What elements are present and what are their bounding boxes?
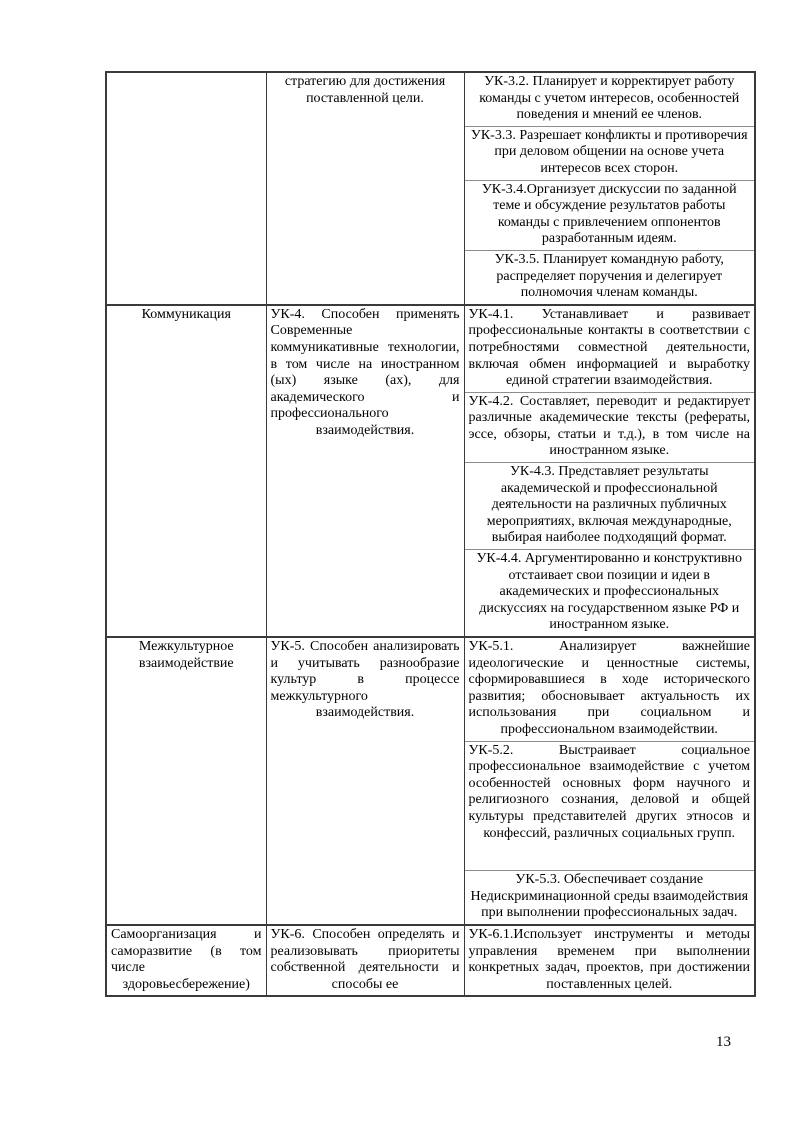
competency-cell-uk4: УК-4. Способен применять Современные коммуникативные технологии, в том числе на иностранном (ых) языке (ах), для академического и профессионального взаимодействия. — [266, 305, 464, 637]
table-row — [106, 925, 755, 996]
indicator-cell-uk-6-1: УК-6.1.Использует инструменты и методы управления временем при выполнении конкретных задач, проектов, при достижении поставленных целей. — [464, 925, 755, 996]
table-row — [106, 72, 755, 126]
indicator-cell-uk-4-1: УК-4.1. Устанавливает и развивает профессиональные контакты в соответствии с потребностями совместной деятельности, включая обмен информацией и выработку единой стратегии взаимодействия. — [464, 305, 755, 392]
table-row — [106, 305, 755, 392]
table-row — [106, 637, 755, 741]
indicator-cell-uk-3-5: УК-3.5. Планирует командную работу, распределяет поручения и делегирует полномочия членам команды. — [464, 250, 755, 304]
category-cell-communication: Коммуникация — [106, 305, 266, 637]
indicator-cell-uk-4-3: УК-4.3. Представляет результаты академической и профессиональной деятельности на различных публичных мероприятиях, включая международные, выбирая наиболее подходящий формат. — [464, 463, 755, 550]
indicator-cell-uk-5-1: УК-5.1. Анализирует важнейшие идеологические и ценностные системы, сформировавшиеся в ходе исторического развития; обосновывает актуальность их использования при социальном и профессиональном взаимодействии. — [464, 637, 755, 741]
indicator-cell-uk-5-3: УК-5.3. Обеспечивает создание Недискриминационной среды взаимодействия при выполнении профессиональных задач. — [464, 871, 755, 925]
competency-table — [105, 71, 756, 997]
indicator-cell-uk-4-4: УК-4.4. Аргументированно и конструктивно отстаивает свои позиции и идеи в академических и профессиональных дискуссиях на государственном языке РФ и иностранном языке. — [464, 550, 755, 637]
indicator-cell-uk-4-2: УК-4.2. Составляет, переводит и редактирует различные академические тексты (рефераты, эссе, обзоры, статьи и т.д.), в том числе на иностранном языке. — [464, 392, 755, 462]
competency-cell-uk3: стратегию для достижения поставленной цели. — [266, 72, 464, 305]
indicator-cell-uk-3-4: УК-3.4.Организует дискуссии по заданной теме и обсуждение результатов работы команды с привлечением оппонентов разработанным идеям. — [464, 180, 755, 250]
category-cell-selforganization: Самоорганизация и саморазвитие (в том числе здоровьесбережение) — [106, 925, 266, 996]
indicator-cell-uk-3-2: УК-3.2. Планирует и корректирует работу команды с учетом интересов, особенностей поведения и мнений ее членов. — [464, 72, 755, 126]
competency-cell-uk6: УК-6. Способен определять и реализовывать приоритеты собственной деятельности и способы ее — [266, 925, 464, 996]
category-cell-intercultural: Межкультурное взаимодействие — [106, 637, 266, 925]
indicator-cell-uk-3-3: УК-3.3. Разрешает конфликты и противоречия при деловом общении на основе учета интересов всех сторон. — [464, 126, 755, 180]
category-cell-uk3 — [106, 72, 266, 305]
indicator-cell-uk-5-2: УК-5.2. Выстраивает социальное профессиональное взаимодействие с учетом особенностей основных форм научного и религиозного сознания, деловой и общей культуры представителей других этносов и конфессий, различных социальных групп. — [464, 741, 755, 871]
competency-cell-uk5: УК-5. Способен анализировать и учитывать разнообразие культур в процессе межкультурного взаимодействия. — [266, 637, 464, 925]
page-number: 13 — [716, 1034, 731, 1050]
